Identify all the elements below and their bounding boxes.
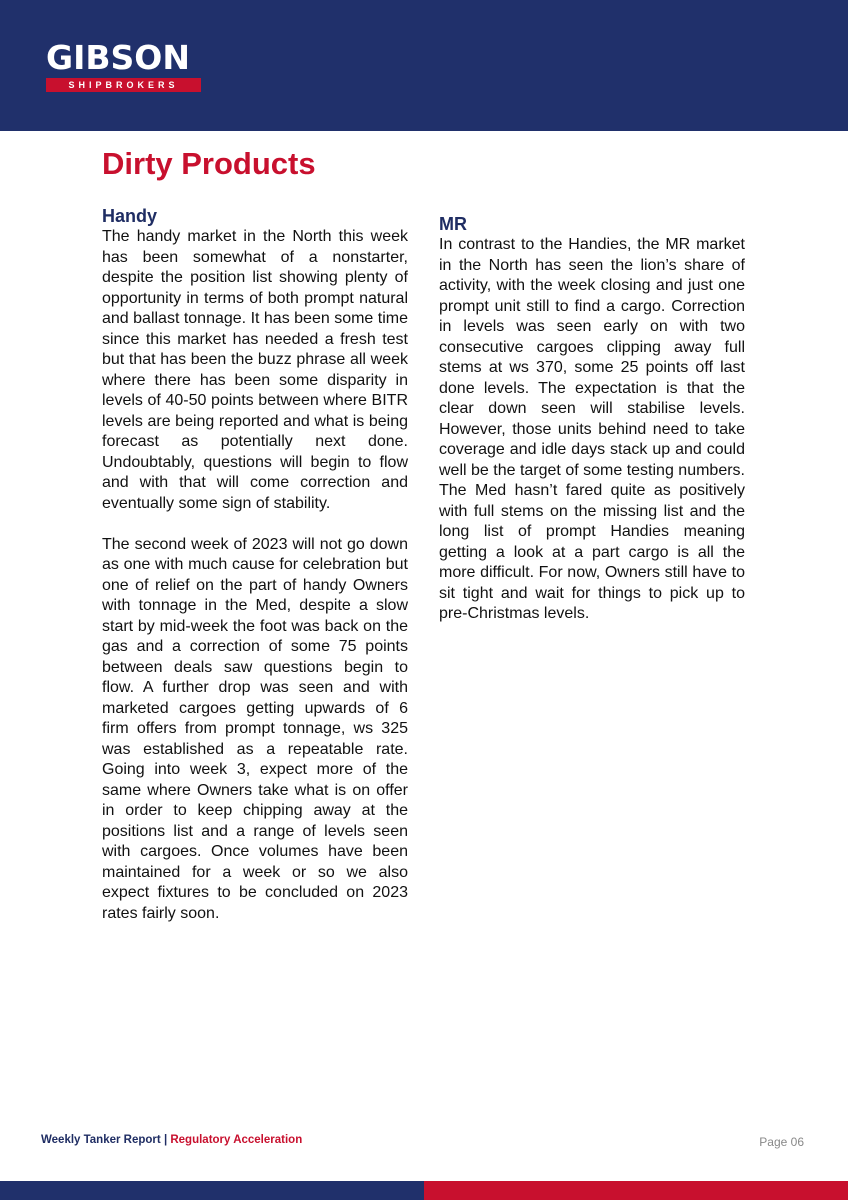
logo-wordmark: GIBSON xyxy=(46,38,190,77)
handy-paragraph-2: The second week of 2023 will not go down as one with much cause for celebration but one of relief on the part of handy Owners with tonnage in the Med, despite a slow start by mid-week the foot was back on the gas and a correction of some 75 points between deals saw questions begin to flow. A further drop was seen and with marketed cargoes getting upwards of 6 firm offers from prompt tonnage, ws 325 was established as a repeatable rate. Going into week 3, expect more of the same where Owners take what is on offer in order to keep chipping away at the positions list and a range of levels seen with cargoes. Once volumes have been maintained for a week or so we also expect fixtures to be concluded on 2023 rates fairly soon. xyxy=(102,535,408,922)
page-title: Dirty Products xyxy=(102,146,316,181)
header-banner xyxy=(0,0,848,131)
gibson-logo xyxy=(46,40,202,92)
mr-paragraph-1: In contrast to the Handies, the MR market in the North has seen the lion’s share of activity, with the week closing and just one prompt unit still to find a cargo. Correction in levels was seen early on with two consecutive cargoes clipping away full stems at ws 370, some 25 points off last done levels. The expectation is that the clear down seen will stabilise levels. However, those units behind need to take coverage and idle days stack up and could well be the target of some testing numbers. The Med hasn’t fared quite as positively with full stems on the missing list and the long list of prompt Handies meaning getting a look at a part cargo is all the more difficult. For now, Owners still have to sit tight and wait for things to pick up to pre-Christmas levels. xyxy=(439,236,745,622)
page-number: Page 06 xyxy=(759,1135,804,1149)
footer-report-title xyxy=(41,1134,302,1146)
footer-subtitle: Regulatory Acceleration xyxy=(170,1134,303,1146)
handy-column xyxy=(102,205,408,924)
mr-column xyxy=(439,213,745,625)
footer-bar-navy xyxy=(0,1181,424,1200)
handy-heading: Handy xyxy=(102,206,158,226)
logo-tagline: SHIPBROKERS xyxy=(46,78,201,92)
handy-paragraph-1: The handy market in the North this week has been somewhat of a nonstarter, despite the position list showing plenty of opportunity in terms of both prompt natural and ballast tonnage. It has been some time since this market has needed a fresh test but that has been the buzz phrase all week where there has been some disparity in levels of 40-50 points between where BITR levels are being reported and what is being forecast as potentially next done. Undoubtably, questions will begin to flow and with that will come correction and eventually some sign of stability. xyxy=(102,228,408,512)
footer-separator: | xyxy=(163,1134,168,1146)
footer-bar-red xyxy=(424,1181,848,1200)
footer-report-name: Weekly Tanker Report xyxy=(41,1134,161,1146)
mr-heading: MR xyxy=(439,214,467,234)
